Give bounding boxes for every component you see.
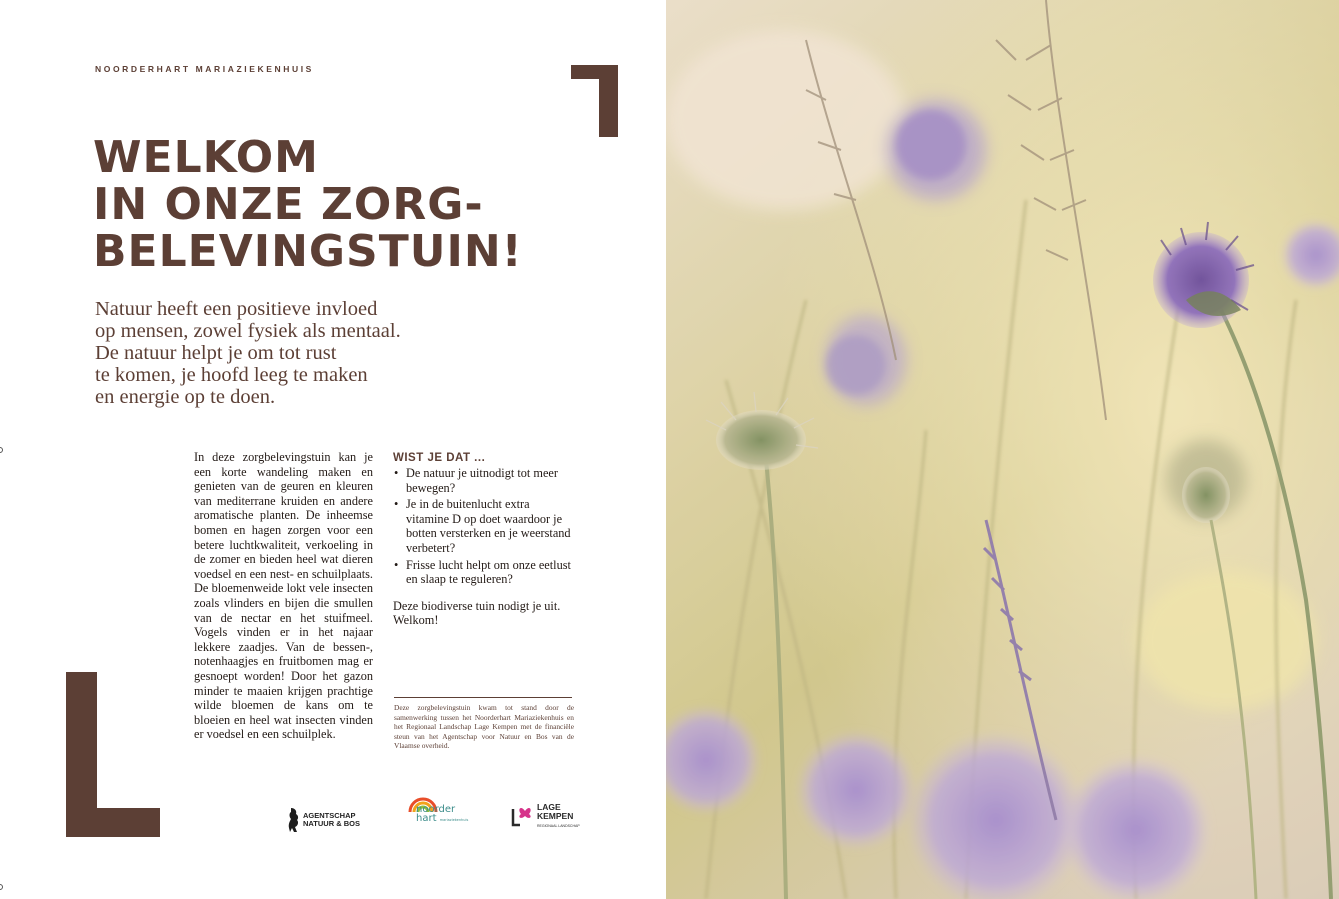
flemish-lion-icon bbox=[288, 806, 300, 834]
registration-mark bbox=[0, 447, 3, 453]
closing-line-1: Deze biodiverse tuin nodigt je uit. bbox=[393, 598, 561, 613]
fact-box bbox=[393, 452, 573, 628]
corner-bracket-bottom-left-foot bbox=[66, 808, 160, 837]
intro-line-1: Natuur heeft een positieve invloed bbox=[95, 298, 378, 320]
left-page bbox=[0, 0, 666, 899]
fact-item: • Je in de buitenlucht extra vitamine D op doet waardoor je botten versterken en je weerstand verbetert? bbox=[393, 497, 573, 555]
registration-mark bbox=[0, 884, 3, 890]
lage-kempen-logo: LAGE KEMPEN REGIONAAL LANDSCHAP bbox=[511, 803, 580, 831]
butterfly-icon bbox=[511, 805, 537, 829]
fact-box-title: WIST JE DAT ... bbox=[393, 452, 486, 464]
fact-item: • De natuur je uitnodigt tot meer bewegen? bbox=[393, 466, 573, 495]
agentschap-natuur-bos-logo: AGENTSCHAP NATUUR & BOS bbox=[288, 806, 360, 834]
intro-line-5: en energie op te doen. bbox=[95, 386, 276, 408]
intro-line-4: te komen, je hoofd leeg te maken bbox=[95, 364, 368, 386]
page-title bbox=[93, 134, 633, 275]
fact-list bbox=[393, 466, 573, 587]
kicker: NOORDERHART MARIAZIEKENHUIS bbox=[95, 64, 314, 74]
intro-paragraph bbox=[95, 298, 415, 408]
footnote-divider bbox=[394, 697, 572, 698]
meadow-flower-photo bbox=[666, 0, 1339, 899]
corner-bracket-top-right-stem bbox=[599, 65, 618, 137]
body-text: In deze zorgbelevingstuin kan je een korte wandeling maken en genieten van de geuren en kleuren van mediterrane kruiden en andere aromatische planten. De inheemse bomen en hagen zorgen voor een betere luchtkwaliteit, verkoeling in de zomer en bieden heel wat dieren voedsel en een nest- en schuilplaats. De bloemenweide lokt vele insecten zoals vlinders en bijen die smullen van de nectar en het stuifmeel. Vogels vinden er in het najaar lekkere zaadjes. Van de bessen-, notenhaagjes en fruitbomen mag er gesnoept worden! Door het gazon minder te maaien krijgen prachtige wilde bloemen de kans om te bloeien en heel wat insecten vinden er voedsel en een schuilplek. bbox=[194, 450, 373, 742]
fact-closing bbox=[393, 599, 573, 628]
intro-line-2: op mensen, zowel fysiek als mentaal. bbox=[95, 320, 401, 342]
noorderhart-logo: noorder hart mariaziekenhuis bbox=[406, 797, 472, 829]
title-line-1: WELKOM bbox=[93, 132, 319, 183]
title-line-3: BELEVINGSTUIN! bbox=[93, 226, 523, 277]
fact-item: • Frisse lucht helpt om onze eetlust en slaap te reguleren? bbox=[393, 558, 573, 587]
closing-line-2: Welkom! bbox=[393, 613, 439, 628]
title-line-2: IN ONZE ZORG- bbox=[93, 179, 484, 230]
wildflower-meadow-image bbox=[666, 0, 1339, 899]
footnote: Deze zorgbelevingstuin kwam tot stand door de samenwerking tussen het Noorderhart Mariaziekenhuis en het Regionaal Landschap Lage Kempen met de financiële steun van het Agentschap voor Natuur en Bos van de Vlaamse overheid. bbox=[394, 703, 574, 751]
intro-line-3: De natuur helpt je om tot rust bbox=[95, 342, 337, 364]
